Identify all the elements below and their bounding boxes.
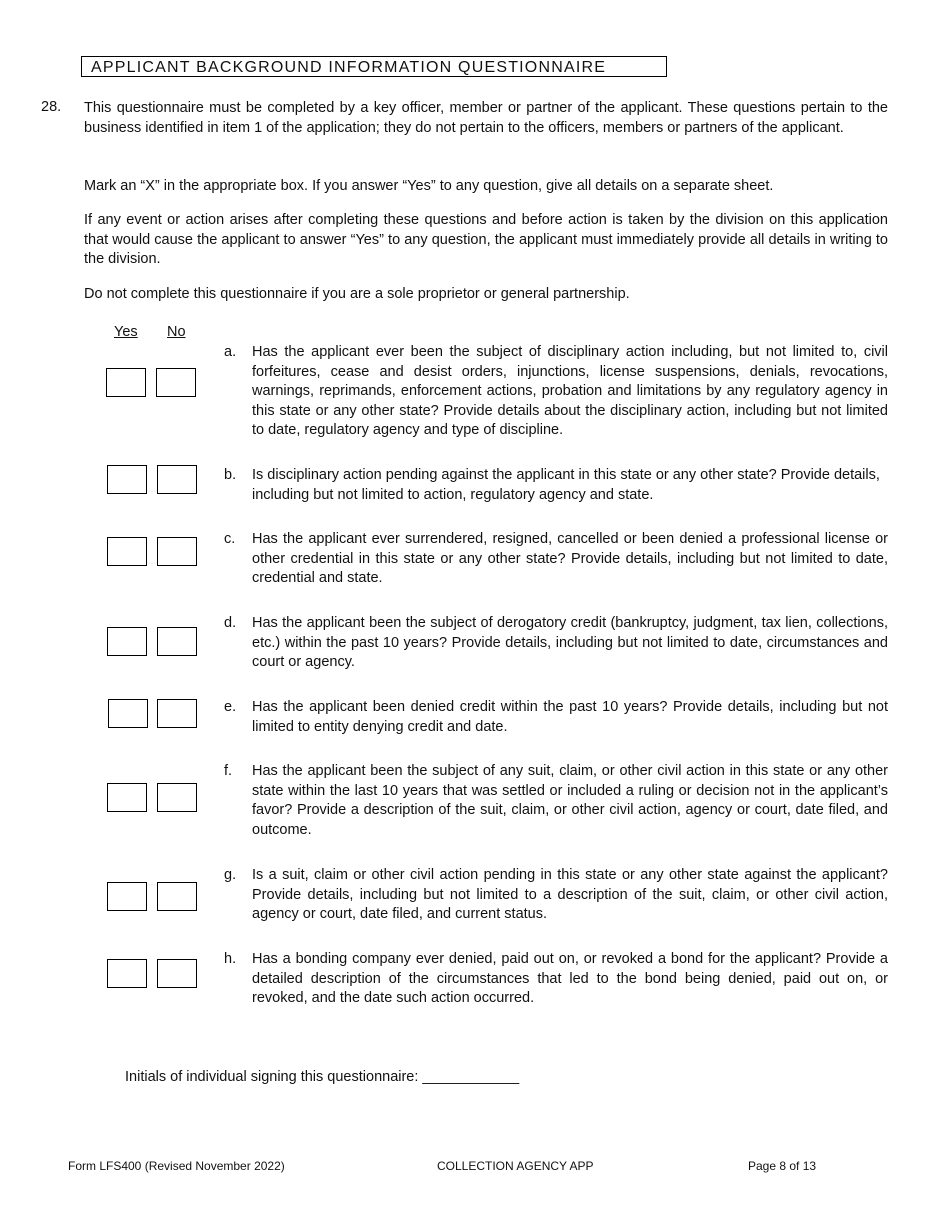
question-text-f: Has the applicant been the subject of any suit, claim, or other civil action in this state or any other state within the last 10 years that was settled or included a ruling or decision not in the applicant’s favor? Provide a description of the suit, claim, or other civil action, agency or court, date filed, and outcome. <box>252 763 888 838</box>
questionnaire-title: APPLICANT BACKGROUND INFORMATION QUESTIONNAIRE <box>81 56 667 77</box>
checkbox-c-yes[interactable] <box>107 537 147 566</box>
intro-paragraph-2: Mark an “X” in the appropriate box. If you answer “Yes” to any question, give all details on a separate sheet. <box>84 178 774 194</box>
intro-paragraph-4: Do not complete this questionnaire if you are a sole proprietor or general partnership. <box>84 286 630 302</box>
question-text-c: Has the applicant ever surrendered, resigned, cancelled or been denied a professional license or other credential in this state or any other state? Provide details, including but not limited to date, credential and state. <box>252 531 888 586</box>
footer-page-number: Page 8 of 13 <box>748 1159 817 1173</box>
checkbox-d-yes[interactable] <box>107 627 147 656</box>
checkbox-h-no[interactable] <box>157 959 197 988</box>
question-letter-c: c. <box>224 531 236 547</box>
question-text-d: Has the applicant been the subject of derogatory credit (bankruptcy, judgment, tax lien, collections, etc.) within the past 10 years? Provide details, including but not limited to date, circumstances and court or agency. <box>252 615 888 670</box>
checkbox-d-no[interactable] <box>157 627 197 656</box>
checkbox-h-yes[interactable] <box>107 959 147 988</box>
item-number: 28. <box>41 99 62 115</box>
checkbox-b-no[interactable] <box>157 465 197 494</box>
checkbox-a-yes[interactable] <box>106 368 146 397</box>
checkbox-a-no[interactable] <box>156 368 196 397</box>
question-letter-g: g. <box>224 867 237 883</box>
checkbox-f-no[interactable] <box>157 783 197 812</box>
checkbox-e-no[interactable] <box>157 699 197 728</box>
question-letter-a: a. <box>224 344 237 360</box>
intro-paragraph-1: This questionnaire must be completed by a key officer, member or partner of the applicant. These questions pertain to the business identified in item 1 of the application; they do not pertain to the officers, members or partners of the applicant. <box>84 100 888 136</box>
footer-form-number: Form LFS400 (Revised November 2022) <box>68 1159 285 1173</box>
initials-line: Initials of individual signing this questionnaire: ____________ <box>125 1069 520 1085</box>
question-letter-h: h. <box>224 951 237 967</box>
question-text-e: Has the applicant been denied credit within the past 10 years? Provide details, including but not limited to entity denying credit and date. <box>252 699 888 735</box>
question-text-b: Is disciplinary action pending against the applicant in this state or any other state? Provide details, including but not limited to action, regulatory agency and state. <box>252 467 880 503</box>
question-letter-b: b. <box>224 467 237 483</box>
checkbox-c-no[interactable] <box>157 537 197 566</box>
intro-paragraph-3: If any event or action arises after completing these questions and before action is taken by the division on this application that would cause the applicant to answer “Yes” to any question, the applicant must immediately provide all details in writing to the division. <box>84 212 888 267</box>
question-text-a: Has the applicant ever been the subject of disciplinary action including, but not limited to, civil forfeitures, cease and desist orders, injunctions, license suspensions, denials, revocations, warnings, reprimands, enforcement actions, probation and limitations by any regulatory agency in this state or any other state? Provide details about the disciplinary action, including but not limited to date, regulatory agency and type of discipline. <box>252 344 888 438</box>
question-letter-d: d. <box>224 615 237 631</box>
checkbox-f-yes[interactable] <box>107 783 147 812</box>
footer-document-title: COLLECTION AGENCY APP <box>437 1159 594 1173</box>
question-text-h: Has a bonding company ever denied, paid out on, or revoked a bond for the applicant? Provide a detailed description of the circumstances that led to the bond being denied, paid out on, or revoked, and the date such action occurred. <box>252 951 888 1006</box>
checkbox-g-yes[interactable] <box>107 882 147 911</box>
yes-column-header: Yes <box>114 324 138 340</box>
checkbox-g-no[interactable] <box>157 882 197 911</box>
question-letter-e: e. <box>224 699 237 715</box>
checkbox-b-yes[interactable] <box>107 465 147 494</box>
no-column-header: No <box>167 324 186 340</box>
checkbox-e-yes[interactable] <box>108 699 148 728</box>
question-letter-f: f. <box>224 763 233 779</box>
question-text-g: Is a suit, claim or other civil action pending in this state or any other state against the applicant? Provide details, including but not limited to a description of the suit, claim, or other civil action, agency or court, date filed, and current status. <box>252 867 888 922</box>
